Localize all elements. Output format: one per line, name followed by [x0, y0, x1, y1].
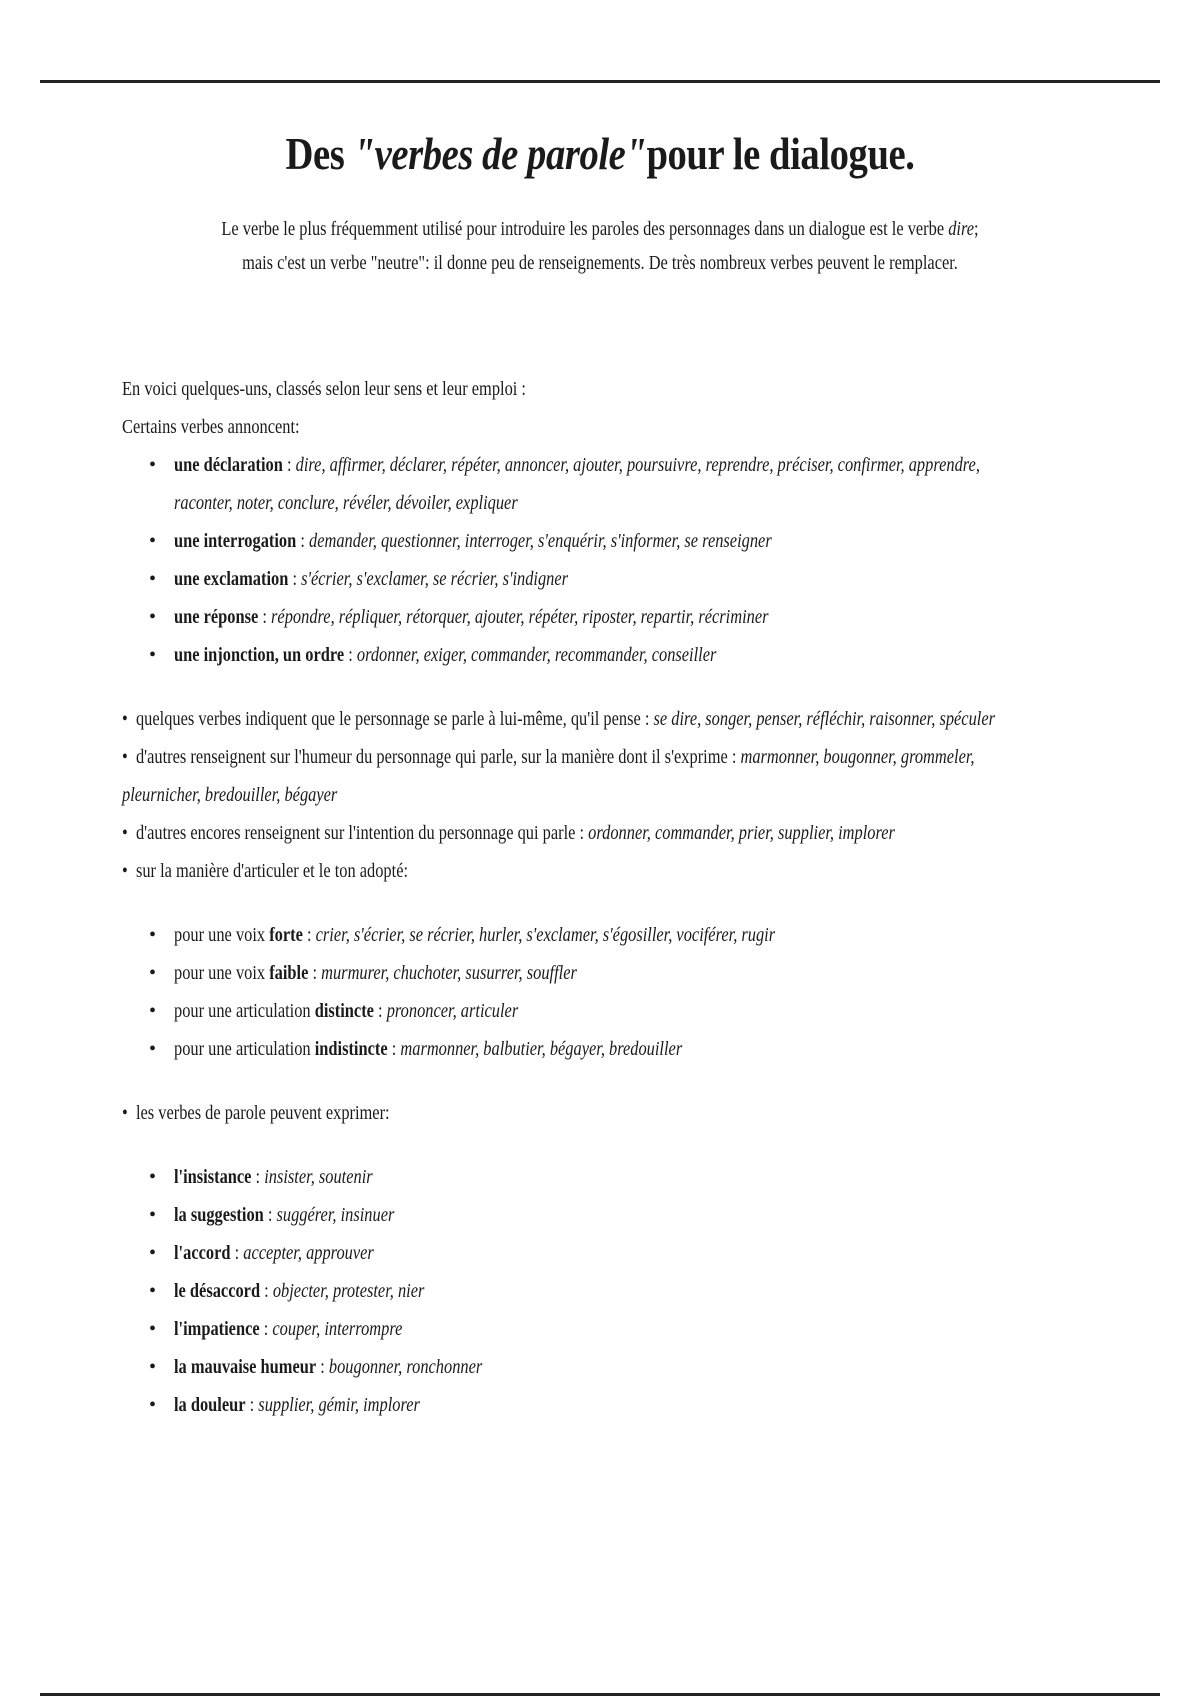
intro-line-1: Le verbe le plus fréquemment utilisé pour introduire les paroles des personnages dans un dialogue est le verbe dire; — [221, 218, 979, 240]
list-item: • la mauvaise humeur : bougonner, ronchonner — [122, 1348, 1122, 1386]
voice-list — [122, 916, 1122, 1068]
express-list — [122, 1158, 1122, 1424]
list-item: • une réponse : répondre, répliquer, rétorquer, ajouter, répéter, riposter, repartir, récriminer — [122, 598, 1122, 636]
lead-line-2: Certains verbes annoncent: — [122, 416, 300, 438]
announce-list — [122, 446, 1122, 674]
bottom-rule — [40, 1693, 1160, 1696]
main-content — [122, 370, 1122, 1424]
list-item: • l'insistance : insister, soutenir — [122, 1158, 1122, 1196]
list-item: • l'accord : accepter, approuver — [122, 1234, 1122, 1272]
list-item: • une interrogation : demander, questionner, interroger, s'enquérir, s'informer, se renseigner — [122, 522, 1122, 560]
list-item: • une injonction, un ordre : ordonner, exiger, commander, recommander, conseiller — [122, 636, 1122, 674]
list-item: • le désaccord : objecter, protester, nier — [122, 1272, 1122, 1310]
para-mood-cont: pleurnicher, bredouiller, bégayer — [122, 784, 338, 806]
list-item: • une déclaration : dire, affirmer, déclarer, répéter, annoncer, ajouter, poursuivre, reprendre, préciser, confirmer, apprendre, raconter, noter, conclure, révéler, dévoiler, expliquer — [122, 446, 1122, 522]
intro-line-2: mais c'est un verbe "neutre": il donne peu de renseignements. De très nombreux verbes peuvent le remplacer. — [242, 252, 958, 274]
list-item: • l'impatience : couper, interrompre — [122, 1310, 1122, 1348]
lead-line-1: En voici quelques-uns, classés selon leur sens et leur emploi : — [122, 378, 526, 400]
list-item: • pour une voix faible : murmurer, chuchoter, susurrer, souffler — [122, 954, 1122, 992]
list-item: • une exclamation : s'écrier, s'exclamer, se récrier, s'indigner — [122, 560, 1122, 598]
express-intro: • les verbes de parole peuvent exprimer: — [122, 1094, 942, 1132]
para-tone: • sur la manière d'articuler et le ton adopté: — [122, 852, 942, 890]
page-title: Des "verbes de parole"pour le dialogue. — [285, 127, 915, 179]
list-item: • pour une voix forte : crier, s'écrier, se récrier, hurler, s'exclamer, s'égosiller, vociférer, rugir — [122, 916, 1122, 954]
list-item: • pour une articulation indistincte : marmonner, balbutier, bégayer, bredouiller — [122, 1030, 1122, 1068]
top-rule — [40, 80, 1160, 83]
intro-paragraph — [0, 212, 1200, 280]
list-item: • la douleur : supplier, gémir, implorer — [122, 1386, 1122, 1424]
list-item: • pour une articulation distincte : prononcer, articuler — [122, 992, 1122, 1030]
para-intent: • d'autres encores renseignent sur l'intention du personnage qui parle : ordonner, commander, prier, supplier, implorer — [122, 814, 942, 852]
para-think: • quelques verbes indiquent que le personnage se parle à lui-même, qu'il pense : se dire, songer, penser, réfléchir, raisonner, spéculer — [122, 700, 942, 738]
list-item: • la suggestion : suggérer, insinuer — [122, 1196, 1122, 1234]
para-mood: • d'autres renseignent sur l'humeur du personnage qui parle, sur la manière dont il s'exprime : marmonner, bougonner, grommeler, — [122, 738, 942, 776]
